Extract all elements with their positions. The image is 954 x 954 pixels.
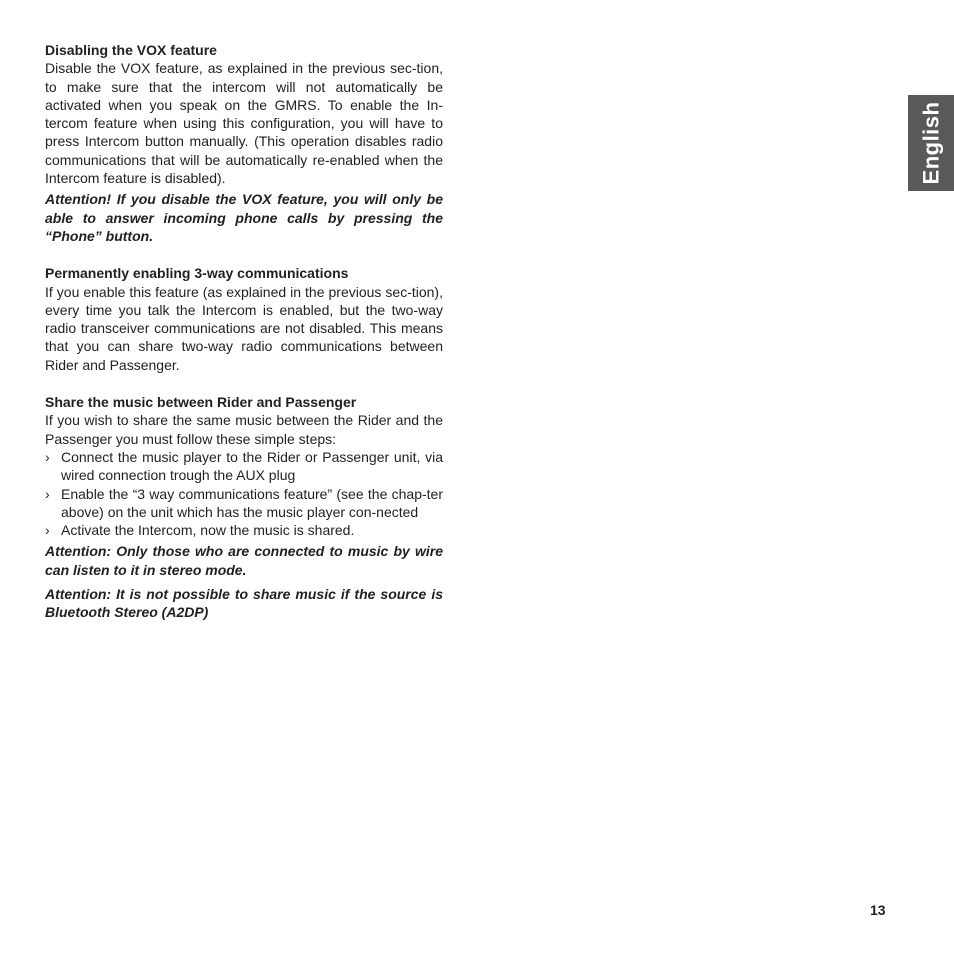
page-content — [45, 41, 443, 622]
bullet-icon: › — [45, 485, 50, 502]
step-text: Enable the “3 way communications feature” (see the chap-ter above) on the unit which has the music player con-nected — [61, 485, 443, 520]
language-tab-label: English — [918, 101, 944, 185]
list-item — [45, 485, 443, 522]
attention-a2dp: Attention: It is not possible to share music if the source is Bluetooth Stereo (A2DP) — [45, 586, 443, 621]
section-heading-vox: Disabling the VOX feature — [45, 42, 217, 58]
list-item — [45, 448, 443, 485]
attention-vox: Attention! If you disable the VOX feature, you will only be able to answer incoming phone calls by pressing the “Phone” button. — [45, 191, 443, 244]
section-body-vox: Disable the VOX feature, as explained in the previous sec-tion, to make sure that the intercom will not automatically be activated when you speak on the GMRS. To enable the In-tercom feature when using this configuration, you will have to press Intercom button manually. (This operation disables radio communications that will be automatically re-enabled when the Intercom feature is disabled). — [45, 60, 443, 187]
steps-list — [45, 448, 443, 539]
list-item — [45, 521, 443, 539]
step-text: Activate the Intercom, now the music is shared. — [61, 522, 355, 539]
bullet-icon: › — [45, 448, 50, 465]
bullet-icon: › — [45, 522, 50, 539]
section-body-3way: If you enable this feature (as explained in the previous sec-tion), every time you talk the Intercom is enabled, but the two-way radio transceiver communications are not disabled. This means that you can share two-way radio communications between Rider and Passenger. — [45, 283, 443, 373]
section-heading-share-music: Share the music between Rider and Passenger — [45, 394, 357, 411]
section-heading-3way: Permanently enabling 3-way communications — [45, 265, 349, 282]
attention-stereo: Attention: Only those who are connected to music by wire can listen to it in stereo mode. — [45, 543, 443, 578]
step-text: Connect the music player to the Rider or Passenger unit, via wired connection trough the AUX plug — [61, 448, 443, 484]
page-number: 13 — [870, 902, 886, 918]
language-tab — [908, 95, 954, 191]
section-body-share-music: If you wish to share the same music between the Rider and the Passenger you must follow these simple steps: — [45, 412, 443, 447]
